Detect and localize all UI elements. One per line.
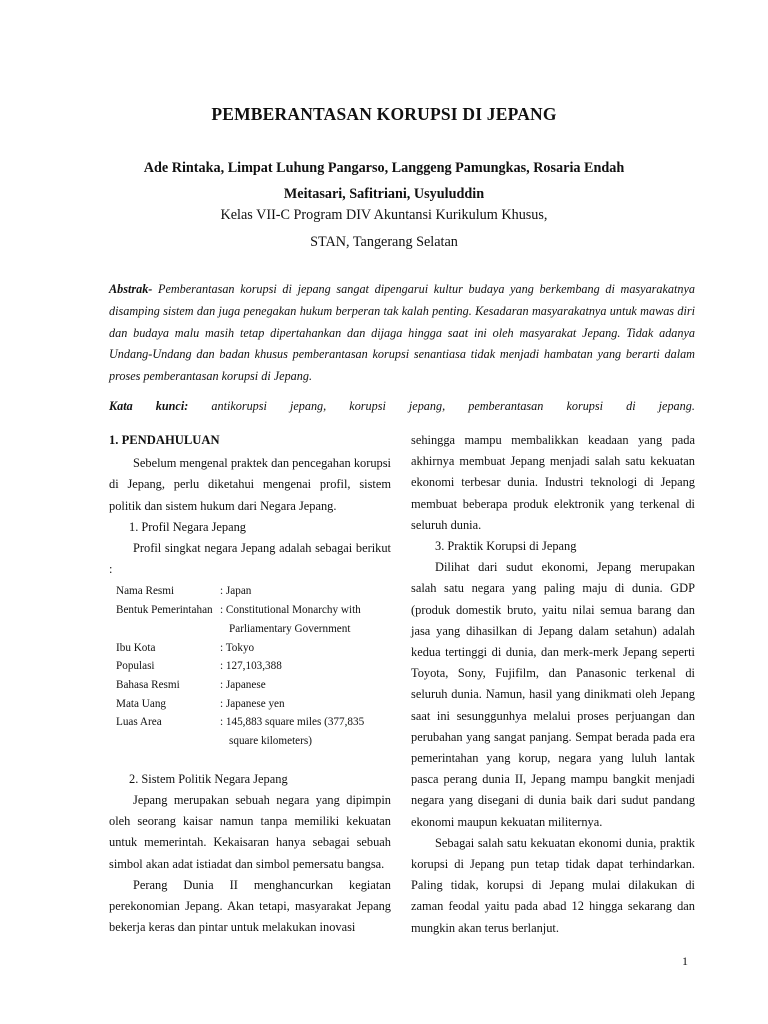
profile-value: : Japanese yen [220,697,285,710]
keyword: pemberantasan [468,399,544,413]
paragraph: Perang Dunia II menghancurkan kegiatan perekonomian Jepang. Akan tetapi, masyarakat Jepang bekerja keras dan pintar untuk melakukan inovasi [109,877,391,935]
subsection-heading: 2. Sistem Politik Negara Jepang [129,771,288,786]
right-column [411,430,695,939]
paragraph: Jepang merupakan sebuah negara yang dipimpin oleh seorang kaisar namun tanpa memiliki kekuatan untuk memerintah. Kekaisaran hanya sebagai sebuah simbol akan adat istiadat dan simbol pemersatu bangsa. [109,792,391,871]
paper-title: PEMBERANTASAN KORUPSI DI JEPANG [211,104,557,124]
profile-row [116,713,391,732]
profile-key: Luas Area [116,716,162,729]
paragraph: sehingga mampu membalikkan keadaan yang pada akhirnya membuat Jepang menjadi salah satu kekuatan ekonomi terbesar dunia. Industri teknologi di Jepang membuat beberapa produk elektronik yang terkenal di seluruh dunia. [411,433,695,532]
keywords-label: kunci: [155,399,189,413]
profile-value: : Japan [220,585,252,598]
profile-value: : 127,103,388 [220,660,282,673]
author-line: Ade Rintaka, Limpat Luhung Pangarso, Langgeng Pamungkas, Rosaria Endah [143,160,625,176]
profile-key: Nama Resmi [116,585,175,598]
keyword: jepang, [289,399,327,413]
keywords [109,399,695,414]
keyword: korupsi [566,399,604,413]
profile-value: : 145,883 square miles (377,835 [220,716,365,729]
abstract [109,279,695,388]
profile-row [116,639,391,658]
profile-row [116,676,391,695]
profile-value: : Japanese [220,678,266,691]
section-heading: 1. PENDAHULUAN [109,433,220,447]
abstract-label: Abstrak- [109,282,153,296]
subsection-heading: 3. Praktik Korupsi di Jepang [435,539,577,554]
profile-key: Populasi [116,660,155,673]
paragraph: Profil singkat negara Jepang adalah sebagai berikut : [109,541,391,577]
country-profile-table [116,582,391,750]
profile-row [116,657,391,676]
keyword: di [626,399,636,413]
profile-row [116,601,391,620]
keyword: jepang. [658,399,695,413]
page-number: 1 [682,954,688,968]
profile-row [116,582,391,601]
keyword: antikorupsi [211,399,267,413]
subsection-heading: 1. Profil Negara Jepang [129,519,246,534]
profile-row [116,695,391,714]
keyword: jepang, [408,399,446,413]
profile-key: Ibu Kota [116,641,156,654]
profile-key: Bentuk Pemerintahan [116,604,213,617]
author-line: Meitasari, Safitriani, Usyuluddin [283,186,485,202]
profile-row-continuation [116,732,391,751]
abstract-text: Pemberantasan korupsi di jepang sangat dipengarui kultur budaya yang berkembang di masyarakatnya disamping sistem dan juga penegakan hukum berperan tak kalah penting. Kesadaran masyarakatnya untuk mawas diri dan budaya malu masih tetap dipertahankan dan dijaga hingga saat ini oleh masyarakat Jepang. Tidak adanya Undang-Undang dan badan khusus pemberantasan korupsi senantiasa tidak menjadi hambatan yang berarti dalam proses pemberantasan korupsi di Jepang. [109,282,695,384]
profile-row-continuation [116,620,391,639]
keywords-label: Kata [109,399,133,413]
left-column [109,430,391,938]
profile-value: : Constitutional Monarchy with [220,604,361,617]
paragraph: Dilihat dari sudut ekonomi, Jepang merupakan salah satu negara yang paling maju di dunia. GDP (produk domestik bruto, yaitu nilai semua barang dan jasa yang dihasilkan di Jepang dalam setahun) adalah kedua tertinggi di dunia, dan merk-merk Jepang seperti Toyota, Sony, Fujifilm, dan Panasonic terkenal di seluruh dunia. Namun, hasil yang dinikmati oleh Jepang saat ini sesunggunhya melalui proses perjuangan dan perubahan yang sangat panjang. Sempat berada pada era pemerintahan yang korup, negara yang luluh lantak pasca perang dunia II, Jepang mampu bangkit menjadi negara yang disegani di dunia baik dari sudut pandang ekonomi maupun kekuatan militernya. [411,560,695,829]
keyword: korupsi [349,399,386,413]
profile-value: square kilometers) [229,735,312,748]
affiliation-line: Kelas VII-C Program DIV Akuntansi Kurikulum Khusus, [220,207,548,223]
profile-key: Bahasa Resmi [116,678,180,691]
profile-value: Parliamentary Government [229,622,351,635]
paragraph: Sebagai salah satu kekuatan ekonomi dunia, praktik korupsi di Jepang pun tetap tidak dapat terhindarkan. Paling tidak, korupsi di Jepang mulai dilakukan di zaman feodal yaitu pada abad 12 hingga sekarang dan mungkin akan terus berlanjut. [411,835,695,935]
profile-key: Mata Uang [116,697,167,710]
profile-value: : Tokyo [220,641,255,654]
paragraph: Sebelum mengenal praktek dan pencegahan korupsi di Jepang, perlu diketahui mengenai profil, sistem politik dan sistem hukum dari Negara Jepang. [109,456,391,513]
author-list [100,155,668,207]
affiliation-line: STAN, Tangerang Selatan [310,234,458,250]
